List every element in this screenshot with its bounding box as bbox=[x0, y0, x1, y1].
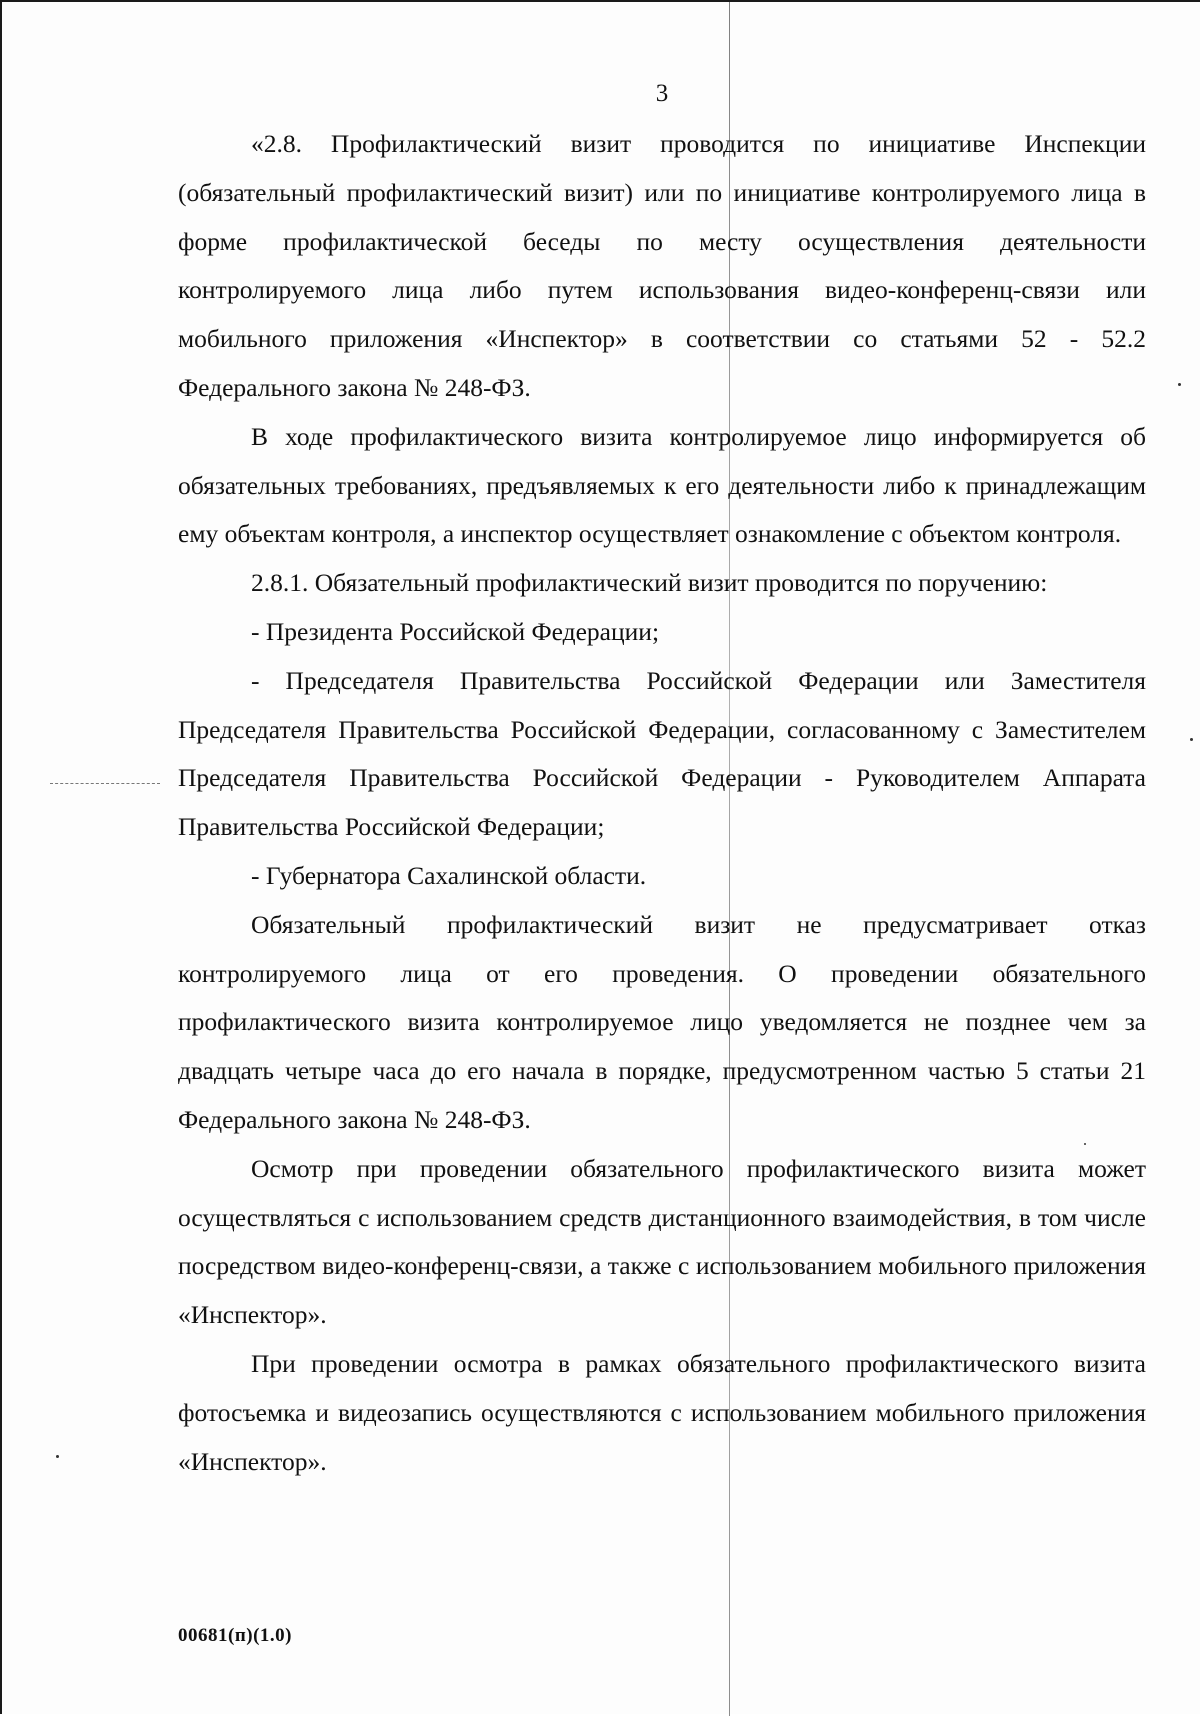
paragraph-visit-info: В ходе профилактического визита контролируемое лицо информируется об обязательных требованиях, предъявляемых к его деятельности либо к принадлежащим ему объектам контроля, а инспектор осуществляет ознакомление с объектом контроля. bbox=[178, 421, 1146, 549]
list-item-chairman: - Председателя Правительства Российской Федерации или Заместителя Председателя Правительства Российской Федерации, согласованному с Заместителем Председателя Правительства Российской Федерации - Руководителем Аппарата Правительства Российской Федерации; bbox=[178, 665, 1146, 842]
paragraph-photo-video: При проведении осмотра в рамках обязательного профилактического визита фотосъемка и видеозапись осуществляются с использованием мобильного приложения «Инспектор». bbox=[178, 1348, 1146, 1476]
scan-dash-mark bbox=[50, 783, 160, 784]
paragraph-inspection: Осмотр при проведении обязательного профилактического визита может осуществляться с использованием средств дистанционного взаимодействия, в том числе посредством видео-конференц-связи, а также с использованием мобильного приложения «Инспектор». bbox=[178, 1153, 1146, 1330]
list-item-president: - Президента Российской Федерации; bbox=[251, 616, 660, 646]
paragraph-2-8-1: 2.8.1. Обязательный профилактический визит проводится по поручению: bbox=[251, 568, 1048, 598]
scan-speck bbox=[1190, 738, 1193, 741]
document-body bbox=[178, 120, 1146, 1486]
paragraph-2-8: «2.8. Профилактический визит проводится по инициативе Инспекции (обязательный профилактический визит) или по инициативе контролируемого лица в форме профилактической беседы по месту осуществления деятельности контролируемого лица либо путем использования видео-конференц-связи или мобильного приложения «Инспектор» в соответствии со статьями 52 - 52.2 Федерального закона № 248-ФЗ. bbox=[178, 129, 1146, 402]
paragraph-mandatory-visit: Обязательный профилактический визит не предусматривает отказ контролируемого лица от его проведения. О проведении обязательного профилактического визита контролируемое лицо уведомляется не позднее чем за двадцать четыре часа до его начала в порядке, предусмотренном частью 5 статьи 21 Федерального закона № 248-ФЗ. bbox=[178, 909, 1146, 1134]
document-code: 00681(п)(1.0) bbox=[178, 1625, 293, 1646]
list-item-governor: - Губернатора Сахалинской области. bbox=[251, 860, 647, 890]
page-number: 3 bbox=[655, 80, 669, 107]
scan-speck bbox=[1178, 383, 1181, 386]
scan-speck bbox=[56, 1455, 59, 1458]
